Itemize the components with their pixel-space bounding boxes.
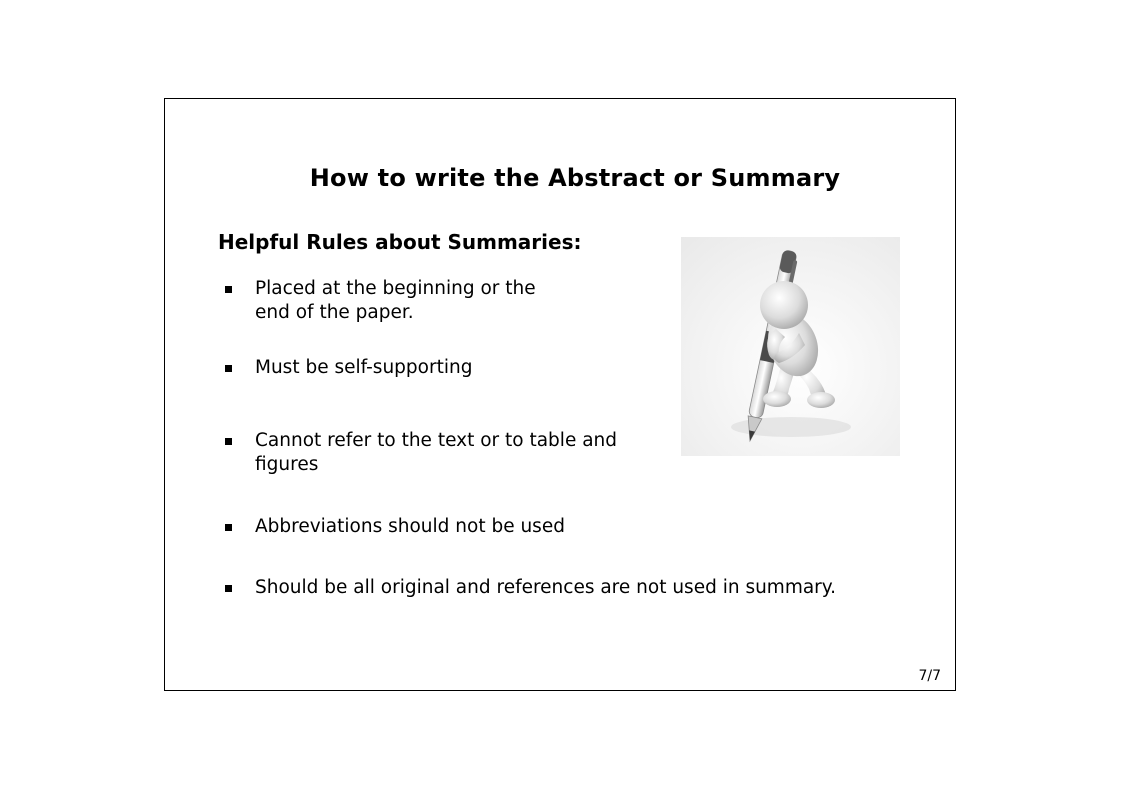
slide-title: How to write the Abstract or Summary <box>309 164 841 192</box>
bullet-text: Abbreviations should not be used <box>255 516 565 537</box>
bullet-item <box>225 277 536 325</box>
bullet-text: Cannot refer to the text or to table and figures <box>255 430 618 475</box>
3d-figure-with-pen-icon <box>681 237 900 456</box>
bullet-marker-icon <box>225 438 232 445</box>
subheading: Helpful Rules about Summaries: <box>218 230 582 254</box>
bullet-marker-icon <box>225 286 232 293</box>
bullet-marker-icon <box>225 524 232 531</box>
slide <box>164 98 956 691</box>
bullet-marker-icon <box>225 365 232 372</box>
bullet-text: Should be all original and references are not used in summary. <box>255 577 836 598</box>
bullet-item <box>225 356 472 380</box>
bullet-item <box>225 576 836 600</box>
bullet-item <box>225 429 617 477</box>
bullet-text: Must be self-supporting <box>255 357 473 378</box>
page-number: 7/7 <box>918 668 941 684</box>
bullet-item <box>225 515 565 539</box>
bullet-text: Placed at the beginning or the end of the paper. <box>255 278 536 323</box>
bullet-marker-icon <box>225 585 232 592</box>
